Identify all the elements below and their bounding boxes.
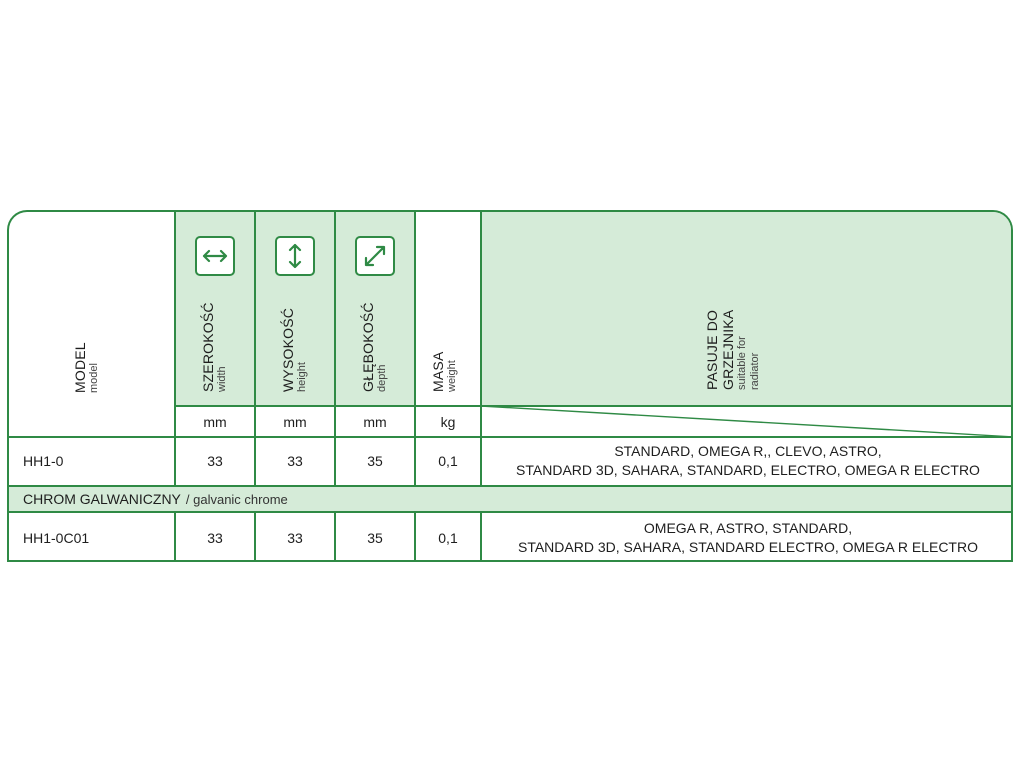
hline-header-units [175, 405, 1013, 407]
width-header-sub: width [216, 366, 228, 392]
radiator-header-label-2: GRZEJNIKA [720, 309, 736, 390]
height-header-sub: height [296, 362, 308, 392]
row1-radiators-line2: STANDARD 3D, SAHARA, STANDARD, ELECTRO, OMEGA R ELECTRO [516, 462, 980, 478]
vertical-arrow-icon [281, 242, 309, 270]
row2-depth: 35 [367, 529, 383, 546]
radiator-header-sub-1: suitable for [736, 336, 748, 390]
depth-header-sub: depth [376, 364, 388, 392]
width-header [201, 302, 228, 392]
width-unit: mm [203, 413, 227, 430]
row1-width: 33 [207, 453, 223, 469]
horizontal-arrow-icon [201, 242, 229, 270]
vline-3b [334, 511, 336, 562]
model-header [73, 342, 100, 393]
radiator-header [705, 310, 761, 390]
depth-unit: mm [363, 413, 387, 430]
width-icon-box [195, 236, 235, 276]
vline-1 [174, 212, 176, 485]
vline-2b [254, 511, 256, 562]
weight-unit: kg [440, 413, 456, 430]
model-header-label: MODEL [72, 342, 88, 393]
row2-height: 33 [287, 529, 303, 546]
row2-model: HH1-0C01 [23, 529, 90, 546]
hline-units-row1 [9, 436, 1013, 438]
vline-3 [334, 212, 336, 485]
row1-height: 33 [287, 453, 303, 469]
row1-weight: 0,1 [438, 453, 458, 469]
depth-header-label: GŁĘBOKOŚĆ [360, 302, 376, 392]
row1-radiators [481, 437, 1013, 485]
diagonal-divider-line [481, 406, 1013, 437]
spec-table [7, 210, 1013, 562]
row2-radiators [481, 513, 1013, 562]
weight-header-sub: weight [446, 360, 458, 392]
weight-header [431, 352, 458, 392]
row2-weight: 0,1 [438, 529, 458, 546]
row1-radiators-line1: STANDARD, OMEGA R,, CLEVO, ASTRO, [614, 443, 882, 459]
vline-4 [414, 212, 416, 485]
row1-depth: 35 [367, 453, 383, 469]
height-header [281, 308, 308, 392]
row2-width: 33 [207, 529, 223, 546]
height-icon-box [275, 236, 315, 276]
vline-2 [254, 212, 256, 485]
table-bottom-border [7, 560, 1013, 562]
hline-section-row2 [9, 511, 1013, 513]
vline-4b [414, 511, 416, 562]
width-header-label: SZEROKOŚĆ [200, 302, 216, 392]
vline-1b [174, 511, 176, 562]
height-header-label: WYSOKOŚĆ [280, 307, 296, 392]
row1-model: HH1-0 [23, 453, 64, 469]
hline-row1-section [9, 485, 1013, 487]
height-unit: mm [283, 413, 307, 430]
section-band [9, 487, 1013, 511]
radiator-header-label-1: PASUJE DO [704, 309, 720, 390]
vline-5b [480, 511, 482, 562]
row2-radiators-line1: OMEGA R, ASTRO, STANDARD, [643, 519, 853, 536]
vline-5 [480, 212, 482, 485]
row2-radiators-line2: STANDARD 3D, SAHARA, STANDARD ELECTRO, OMEGA R ELECTRO [517, 538, 978, 555]
section-label: CHROM GALWANICZNY [23, 491, 181, 507]
section-sub: / galvanic chrome [185, 491, 288, 507]
model-header-sub: model [88, 363, 100, 393]
diagonal-arrow-icon [361, 242, 389, 270]
weight-header-label: MASA [430, 351, 446, 392]
radiator-header-sub-2: radiator [749, 352, 761, 390]
depth-header [361, 302, 388, 392]
depth-icon-box [355, 236, 395, 276]
